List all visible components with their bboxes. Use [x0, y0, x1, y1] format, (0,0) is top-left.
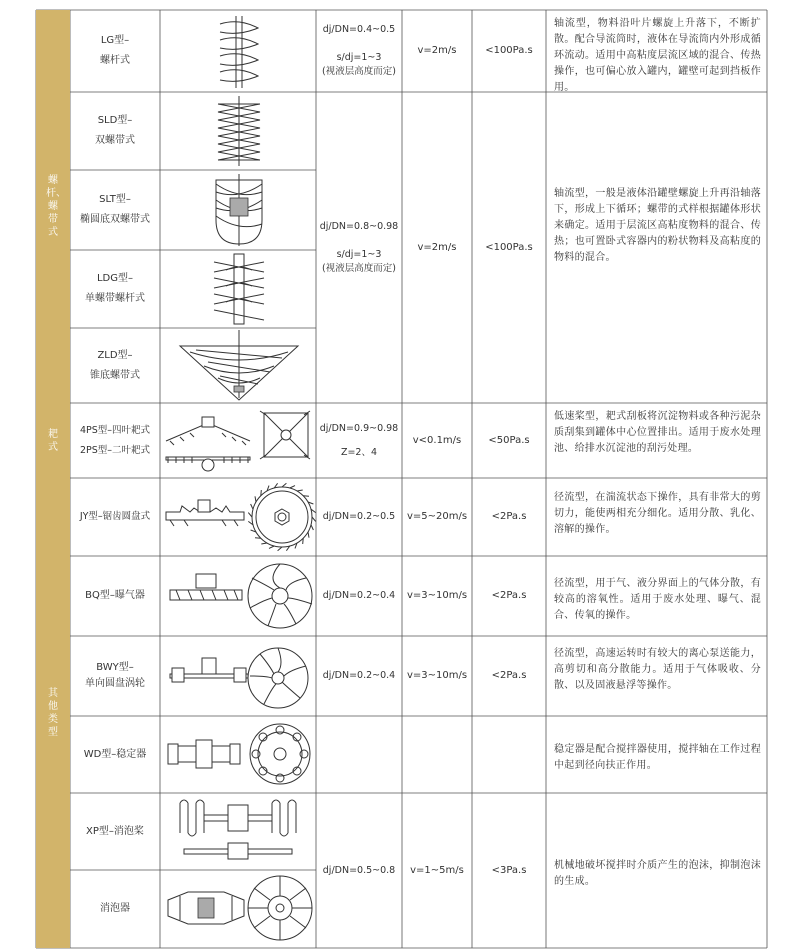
ratio-cell: dj/DN=0.5~0.8 [322, 864, 396, 876]
row-name-wd: WD型–稳定器 [83, 748, 147, 760]
screw-impeller-icon [160, 10, 316, 92]
stabilizer-icon [160, 716, 316, 793]
speed-cell: v<0.1m/s [412, 434, 462, 446]
description-cell: 稳定器是配合搅拌器使用，搅拌轴在工作过程中起到径向扶正作用。 [554, 744, 761, 771]
viscosity-cell: <50Pa.s [488, 434, 530, 446]
category-label: 耙式 [48, 428, 58, 453]
ratio-cell: dj/DN=0.2~0.5 [322, 511, 396, 522]
description-cell: 径流型，用于气、液分界面上的气体分散，有较高的溶氧性。适用于废水处理、曝气、混合、传氧的操作。 [554, 578, 761, 621]
row-name-lg: LG型– 螺杆式 [100, 35, 130, 66]
ratio-cell: dj/DN=0.9~0.98 Z=2、4 [319, 422, 399, 458]
category-qita [36, 478, 70, 948]
row-name-bq: BQ型–曝气器 [85, 590, 145, 601]
viscosity-cell: <100Pa.s [485, 241, 533, 253]
rake-impeller-icon [160, 403, 316, 478]
description-cell: 轴流型，物料沿叶片螺旋上升落下，不断扩散。配合导流筒时，液体在导流筒内外形成循环流动。适用中高粘度层流区域的混合、传热操作，也可偏心放入罐内，罐壁可起到挡板作用。 [554, 18, 761, 93]
row-name-slt: SLT型– 椭圆底双螺带式 [80, 194, 150, 225]
viscosity-cell: <3Pa.s [491, 864, 527, 876]
speed-cell: v=2m/s [417, 241, 457, 253]
description-cell: 径流型，高速运转时有较大的离心泵送能力，高剪切和高分散能力。适用于气体吸收、分散、以及固液悬浮等操作。 [554, 648, 761, 691]
ratio-cell: dj/DN=0.2~0.4 [322, 670, 396, 681]
aerator-icon [160, 556, 316, 636]
description-cell: 径流型，在湍流状态下操作，具有非常大的剪切力，能使两相充分细化。适用分散、乳化、溶解的操作。 [554, 492, 761, 535]
row-name-ps: 4PS型–四叶耙式 2PS型–二叶耙式 [79, 424, 151, 456]
disc-turbine-icon [160, 636, 316, 716]
speed-cell: v=2m/s [417, 45, 457, 56]
category-label: 螺杆、螺带式 [46, 175, 66, 238]
ratio-cell: dj/DN=0.8~0.98 s/dj=1~3 (视液层高度而定) [319, 220, 399, 274]
speed-cell: v=5~20m/s [406, 511, 468, 522]
viscosity-cell: <2Pa.s [491, 670, 527, 681]
row-name-sld: SLD型– 双螺带式 [95, 115, 135, 146]
double-ribbon-icon [160, 92, 316, 170]
speed-cell: v=1~5m/s [410, 864, 464, 876]
single-ribbon-screw-icon [160, 250, 316, 328]
row-name-bwy: BWY型– 单向圆盘涡轮 [85, 662, 145, 689]
speed-cell: v=3~10m/s [406, 670, 468, 681]
row-name-ldg: LDG型– 单螺带螺杆式 [85, 273, 145, 304]
viscosity-cell: <100Pa.s [485, 45, 533, 56]
category-pa [36, 403, 70, 478]
ratio-cell: dj/DN=0.2~0.4 [322, 590, 396, 601]
row-name-xp: XP型–消泡桨 [86, 825, 144, 837]
row-name-jy: JY型–锯齿圆盘式 [79, 511, 151, 522]
viscosity-cell: <2Pa.s [491, 511, 527, 522]
row-name-zld: ZLD型– 锥底螺带式 [90, 349, 140, 381]
ratio-cell: dj/DN=0.4~0.5 s/dj=1~3 (视液层高度而定) [322, 24, 396, 77]
defoaming-paddle-icon [160, 793, 316, 870]
description-cell: 机械地破坏搅拌时介质产生的泡沫，抑制泡沫的生成。 [554, 860, 761, 887]
description-cell: 低速桨型，耙式刮板将沉淀物料或各种污泥杂质刮集到罐体中心位置排出。适用于废水处理池、给排水沉淀池的刮污处理。 [554, 411, 761, 454]
viscosity-cell: <2Pa.s [491, 590, 527, 601]
category-label: 其他类型 [48, 688, 58, 738]
defoamer-icon [160, 870, 316, 948]
row-name-xpq: 消泡器 [100, 903, 130, 914]
description-cell: 轴流型，一般是液体沿罐壁螺旋上升再沿轴落下，形成上下循环；螺带的式样根据罐体形状来确定。适用于层流区高粘度物料的混合、传热；也可置卧式容器内的粉状物料及高粘度的物料的混合。 [554, 188, 761, 263]
elliptical-double-ribbon-icon [160, 170, 316, 250]
category-luogan [36, 10, 70, 403]
speed-cell: v=3~10m/s [406, 590, 468, 601]
cone-ribbon-icon [160, 328, 316, 403]
sawtooth-disc-icon [160, 478, 316, 556]
